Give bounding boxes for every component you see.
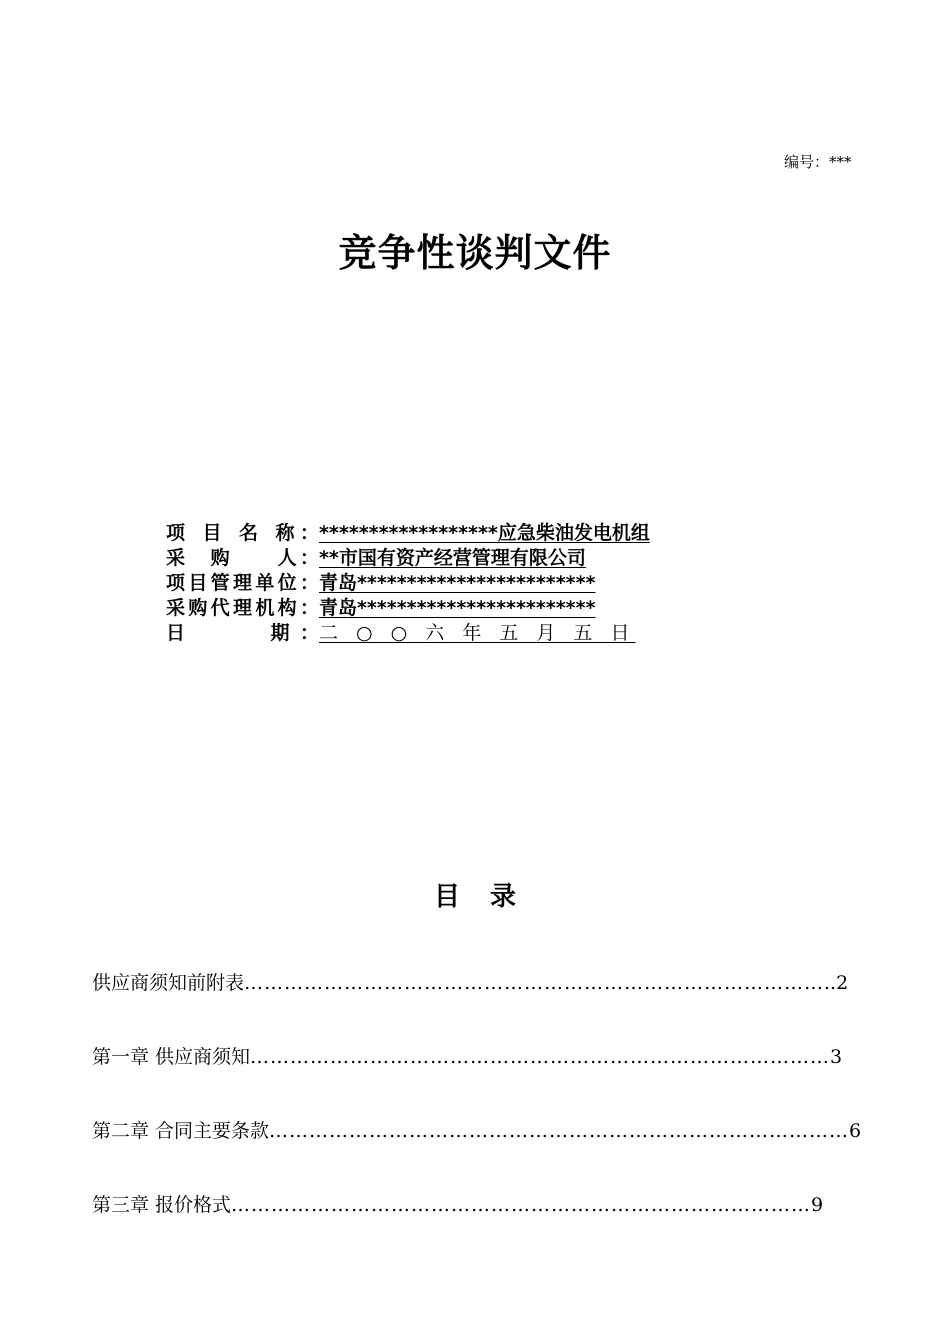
toc-item-text: 第一章 供应商须知 — [92, 1046, 251, 1068]
toc-item-text: 供应商须知前附表 — [92, 972, 245, 994]
toc-leader-dots: …………………………………………………………………………… — [244, 972, 825, 994]
document-number: 编号：*** — [784, 153, 852, 171]
info-label: 日 期 ： — [166, 622, 319, 644]
table-of-contents — [92, 968, 862, 1264]
toc-page-number: ..2 — [824, 972, 849, 994]
toc-item[interactable] — [92, 968, 849, 1042]
toc-page-number: 3 — [830, 1046, 843, 1068]
toc-item-text: 第二章 合同主要条款 — [92, 1120, 270, 1142]
info-value: ******************应急柴油发电机组 — [319, 522, 650, 544]
info-row-agency — [166, 596, 650, 621]
project-info — [166, 521, 650, 646]
info-row-project-name — [166, 521, 650, 546]
toc-page-number: 6 — [849, 1120, 862, 1142]
info-label: 项目管理单位： — [166, 572, 319, 594]
toc-item[interactable] — [92, 1042, 843, 1116]
toc-item-text: 第三章 报价格式 — [92, 1194, 232, 1216]
info-label: 采购代理机构： — [166, 597, 319, 619]
info-value: 二 ○ ○ 六 年 五 月 五 日 — [319, 622, 636, 644]
document-title: 竞争性谈判文件 — [338, 231, 612, 275]
toc-page-number: 9 — [811, 1194, 824, 1216]
toc-leader-dots: …………………………………………………………………………… — [250, 1046, 831, 1068]
info-value: 青岛************************ — [319, 597, 596, 619]
info-row-management-unit — [166, 571, 650, 596]
info-row-date — [166, 621, 650, 646]
toc-item[interactable] — [92, 1116, 862, 1190]
info-value: **市国有资产经营管理有限公司 — [319, 547, 586, 569]
info-label: 项 目 名 称： — [166, 522, 319, 544]
toc-leader-dots: …………………………………………………………………………… — [231, 1194, 812, 1216]
toc-leader-dots: …………………………………………………………………………… — [269, 1120, 850, 1142]
info-label: 采 购 人： — [166, 547, 319, 569]
toc-item[interactable] — [92, 1190, 824, 1264]
info-row-purchaser — [166, 546, 650, 571]
toc-title: 目录 — [433, 882, 546, 912]
info-value: 青岛************************ — [319, 572, 596, 594]
